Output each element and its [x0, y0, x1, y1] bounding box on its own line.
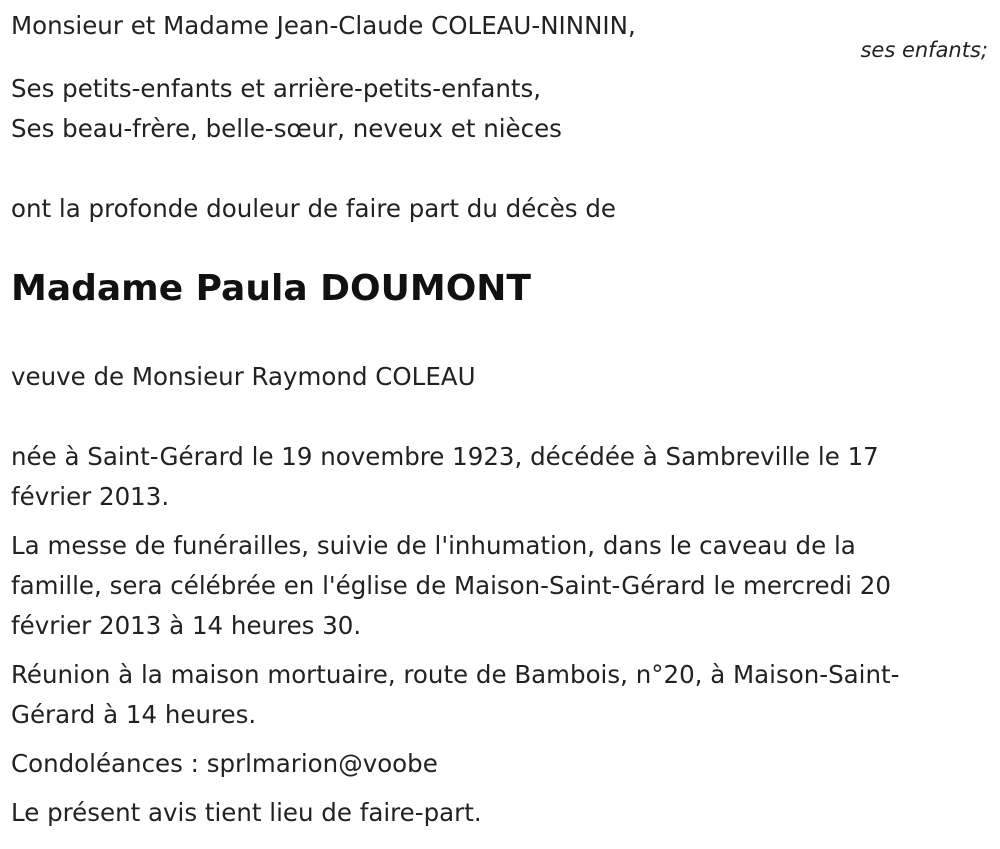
- meeting-line-1: Réunion à la maison mortuaire, route de Bambois, n°20, à Maison-Saint-: [11, 660, 900, 689]
- meeting-line-2: Gérard à 14 heures.: [11, 700, 257, 729]
- family-line: Monsieur et Madame Jean-Claude COLEAU-NINNIN,: [11, 11, 636, 40]
- funeral-line-2: famille, sera célébrée en l'église de Maison-Saint-Gérard le mercredi 20: [11, 571, 891, 600]
- widow-of-line: veuve de Monsieur Raymond COLEAU: [11, 362, 476, 391]
- birth-death-line-2: février 2013.: [11, 482, 170, 511]
- condolences-line: Condoléances : sprlmarion@voobe: [11, 749, 438, 778]
- funeral-line-1: La messe de funérailles, suivie de l'inhumation, dans le caveau de la: [11, 531, 856, 560]
- deceased-name: Madame Paula DOUMONT: [11, 268, 531, 309]
- funeral-line-3: février 2013 à 14 heures 30.: [11, 611, 362, 640]
- grandchildren-line: Ses petits-enfants et arrière-petits-enfants,: [11, 74, 542, 103]
- in-laws-line: Ses beau-frère, belle-sœur, neveux et nièces: [11, 114, 562, 143]
- birth-death-line-1: née à Saint-Gérard le 19 novembre 1923, décédée à Sambreville le 17: [11, 442, 879, 471]
- family-role: ses enfants;: [860, 38, 988, 62]
- closing-line: Le présent avis tient lieu de faire-part.: [11, 798, 482, 827]
- announcement-line: ont la profonde douleur de faire part du décès de: [11, 194, 616, 223]
